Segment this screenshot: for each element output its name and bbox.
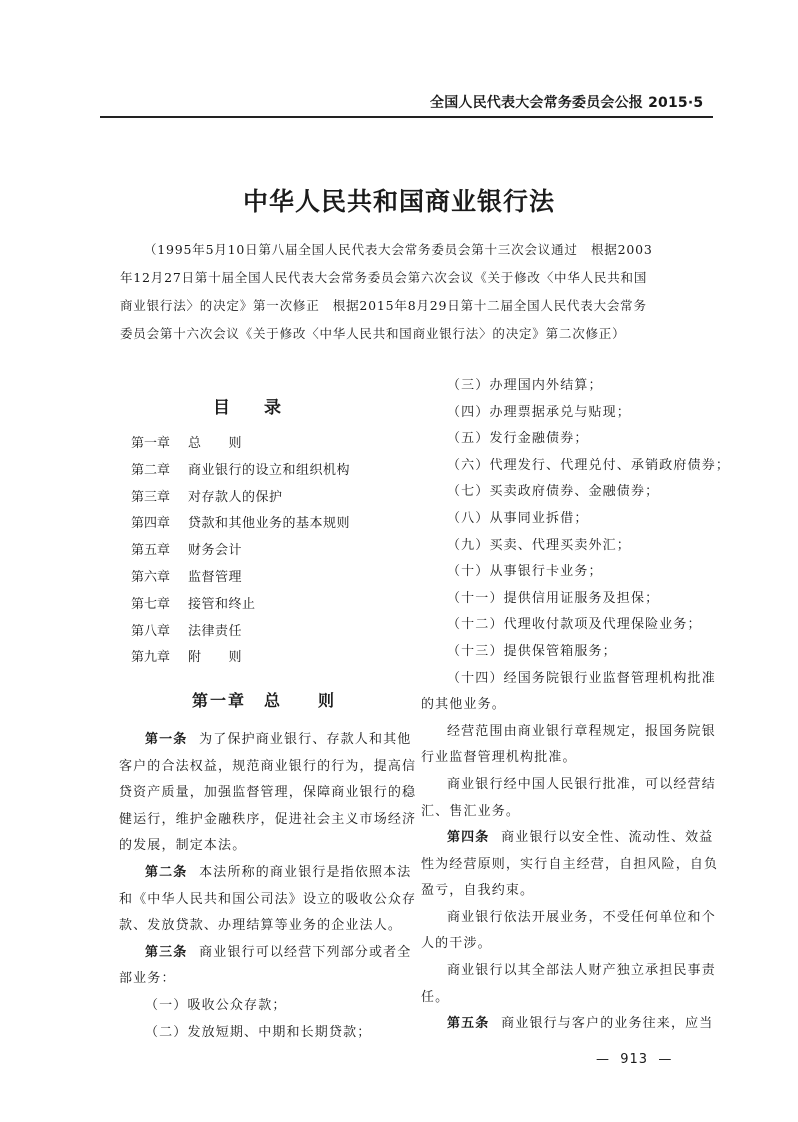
document-title: 中华人民共和国商业银行法 bbox=[242, 187, 555, 216]
toc-item[interactable] bbox=[131, 512, 411, 539]
article-label: 第二条 bbox=[145, 864, 188, 880]
toc-item[interactable] bbox=[131, 646, 411, 673]
toc-chapter-name: 对存款人的保护 bbox=[188, 489, 283, 505]
toc-chapter-name: 贷款和其他业务的基本规则 bbox=[188, 516, 351, 532]
list-item: （十三）提供保管箱服务； bbox=[447, 643, 617, 659]
body-line: 客户的合法权益，规范商业银行的行为，提高信 bbox=[119, 758, 417, 774]
body-line: 盈亏，自我约束。 bbox=[421, 883, 535, 899]
toc-chapter-name: 商业银行的设立和组织机构 bbox=[188, 462, 351, 478]
article-line: 第五条 商业银行与客户的业务往来，应当 bbox=[447, 1016, 714, 1032]
toc-chapter-number: 第六章 bbox=[131, 569, 171, 585]
body-line: 汇、售汇业务。 bbox=[421, 803, 521, 819]
article-label: 第三条 bbox=[145, 944, 188, 960]
body-line: 商业银行经中国人民银行批准，可以经营结 bbox=[447, 776, 716, 792]
article-label: 第一条 bbox=[145, 732, 188, 747]
body-line: 任。 bbox=[421, 989, 450, 1005]
body-line: 的发展，制定本法。 bbox=[119, 838, 247, 854]
body-line: 部业务： bbox=[119, 971, 176, 987]
toc-chapter-number: 第七章 bbox=[131, 596, 171, 612]
list-item: （三）办理国内外结算； bbox=[447, 378, 603, 393]
toc-item[interactable] bbox=[131, 620, 411, 647]
list-item: （五）发行金融债券； bbox=[447, 431, 589, 447]
toc-item[interactable] bbox=[131, 539, 411, 566]
body-line: 经营范围由商业银行章程规定，报国务院银 bbox=[447, 723, 716, 739]
chapter-heading: 第一章 总 则 bbox=[191, 691, 336, 710]
right-column-body bbox=[421, 373, 731, 1038]
toc-chapter-name: 监督管理 bbox=[188, 569, 243, 585]
body-line: 人的干涉。 bbox=[421, 936, 492, 952]
page-number: — 913 — bbox=[596, 1052, 673, 1067]
header-rule bbox=[100, 116, 713, 118]
toc-item[interactable] bbox=[131, 459, 411, 486]
toc-chapter-name: 附 则 bbox=[188, 650, 243, 666]
preamble-line: （1995年5月10日第八届全国人民代表大会常务委员会第十三次会议通过 根据2003 bbox=[144, 242, 653, 257]
body-line: 商业银行以其全部法人财产独立承担民事责 bbox=[447, 963, 716, 979]
toc-chapter-number: 第八章 bbox=[131, 623, 171, 639]
body-line: 健运行，维护金融秩序，促进社会主义市场经济 bbox=[119, 811, 417, 827]
toc-chapter-number: 第二章 bbox=[131, 462, 171, 478]
preamble bbox=[120, 236, 704, 348]
list-item: （一）吸收公众存款； bbox=[145, 997, 287, 1013]
toc-title: 目录 bbox=[213, 398, 315, 418]
toc-chapter-number: 第三章 bbox=[131, 489, 171, 505]
preamble-line: 商业银行法〉的决定》第一次修正 根据2015年8月29日第十二届全国人民代表大会常务 bbox=[120, 298, 647, 313]
list-item: （十二）代理收付款项及代理保险业务； bbox=[447, 617, 702, 633]
body-line: 贷资产质量，加强监督管理，保障商业银行的稳 bbox=[119, 785, 417, 801]
toc-chapter-name: 接管和终止 bbox=[188, 596, 256, 612]
toc-chapter-number: 第九章 bbox=[131, 650, 171, 666]
toc-item[interactable] bbox=[131, 486, 411, 513]
article-line: 第二条 本法所称的商业银行是指依照本法 bbox=[145, 864, 412, 880]
toc-chapter-name: 法律责任 bbox=[188, 623, 243, 639]
body-line: 和《中华人民共和国公司法》设立的吸收公众存 bbox=[119, 891, 417, 907]
list-item: （十四）经国务院银行业监督管理机构批准 bbox=[447, 670, 716, 686]
list-item: （八）从事同业拆借； bbox=[447, 510, 589, 526]
toc-item[interactable] bbox=[131, 432, 411, 459]
body-line: 的其他业务。 bbox=[421, 697, 506, 713]
body-line: 性为经营原则，实行自主经营，自担风险，自负 bbox=[421, 856, 719, 872]
toc-chapter-name: 总 则 bbox=[188, 436, 243, 451]
preamble-line: 委员会第十六次会议《关于修改〈中华人民共和国商业银行法〉的决定》第二次修正） bbox=[120, 326, 626, 341]
toc-chapter-number: 第一章 bbox=[131, 436, 171, 451]
preamble-line: 年12月27日第十届全国人民代表大会常务委员会第六次会议《关于修改〈中华人民共和国 bbox=[120, 270, 648, 285]
article-line: 第三条 商业银行可以经营下列部分或者全 bbox=[145, 944, 412, 960]
table-of-contents bbox=[131, 432, 411, 673]
toc-chapter-number: 第四章 bbox=[131, 516, 171, 532]
list-item: （九）买卖、代理买卖外汇； bbox=[447, 537, 631, 553]
toc-item[interactable] bbox=[131, 593, 411, 620]
toc-chapter-name: 财务会计 bbox=[188, 543, 243, 559]
article-line: 第四条 商业银行以安全性、流动性、效益 bbox=[447, 830, 714, 846]
body-line: 行业监督管理机构批准。 bbox=[421, 750, 577, 766]
list-item: （四）办理票据承兑与贴现； bbox=[447, 404, 631, 420]
running-header: 全国人民代表大会常务委员会公报 2015·5 bbox=[430, 95, 704, 111]
body-line: 款、发放贷款、办理结算等业务的企业法人。 bbox=[119, 918, 403, 934]
toc-chapter-number: 第五章 bbox=[131, 543, 171, 559]
article-label: 第五条 bbox=[447, 1016, 490, 1032]
article-line: 第一条 为了保护商业银行、存款人和其他 bbox=[145, 732, 412, 747]
article-label: 第四条 bbox=[447, 830, 490, 846]
left-column-body bbox=[119, 727, 417, 1046]
list-item: （十）从事银行卡业务； bbox=[447, 564, 603, 580]
body-line: 商业银行依法开展业务，不受任何单位和个 bbox=[447, 909, 716, 925]
list-item: （十一）提供信用证服务及担保； bbox=[447, 590, 660, 606]
list-item: （二）发放短期、中期和长期贷款； bbox=[145, 1024, 372, 1040]
list-item: （六）代理发行、代理兑付、承销政府债券； bbox=[447, 457, 731, 473]
toc-item[interactable] bbox=[131, 566, 411, 593]
list-item: （七）买卖政府债券、金融债券； bbox=[447, 484, 660, 500]
